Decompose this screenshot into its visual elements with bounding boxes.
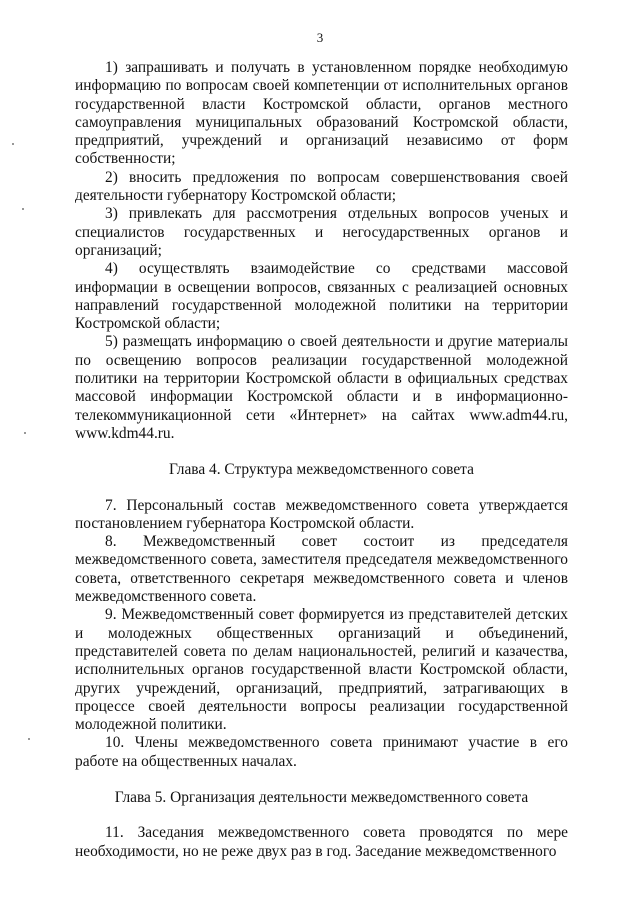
list-item-media-interaction: 4) осуществлять взаимодействие со средствами массовой информации в освещении вопросов, связанных с реализацией основных направлений государственной молодежной политики на территории Костромской области;: [75, 260, 568, 333]
scan-speck: [24, 432, 26, 434]
page-number: 3: [316, 30, 324, 45]
clause-8: 8. Межведомственный совет состоит из председателя межведомственного совета, заместителя председателя межведомственного совета, ответственного секретаря межведомственного совета и членов межведомственного совета.: [75, 533, 568, 606]
chapter-4-heading: Глава 4. Структура межведомственного совета: [169, 461, 474, 479]
clause-11: 11. Заседания межведомственного совета проводятся по мере необходимости, но не реже двух раз в год. Заседание межведомственного: [75, 824, 568, 860]
document-body: [75, 59, 568, 861]
scan-speck: [28, 738, 30, 740]
scan-speck: [22, 208, 24, 210]
clause-9: 9. Межведомственный совет формируется из представителей детских и молодежных общественных организаций и объединений, представителей совета по делам национальностей, религий и казачества, исполнительных органов государственной власти Костромской области, других учреждений, организаций, предприятий, затрагивающих в процессе своей деятельности вопросы реализации государственной молодежной политики.: [75, 606, 568, 734]
clause-10: 10. Члены межведомственного совета принимают участие в его работе на общественных началах.: [75, 734, 568, 770]
list-item-involve-specialists: 3) привлекать для рассмотрения отдельных вопросов ученых и специалистов государственных и негосударственных органов и организаций;: [75, 205, 568, 259]
chapter-5-heading: Глава 5. Организация деятельности межведомственного совета: [114, 788, 529, 806]
scan-speck: [12, 143, 14, 145]
list-item-submit-proposals: 2) вносить предложения по вопросам совершенствования своей деятельности губернатору Костромской области;: [75, 168, 568, 205]
list-item-publish-information: 5) размещать информацию о своей деятельности и другие материалы по освещению вопросов реализации государственной молодежной политики на территории Костромской области в официальных средствах массовой информации Костромской области и в информационно-телекоммуникационной сети «Интернет» на сайтах www.adm44.ru, www.kdm44.ru.: [75, 333, 568, 442]
list-item-request-information: 1) запрашивать и получать в установленном порядке необходимую информацию по вопросам своей компетенции от исполнительных органов государственной власти Костромской области, органов местного самоуправления муниципальных образований Костромской области, предприятий, учреждений и организаций независимо от форм собственности;: [75, 59, 568, 168]
clause-7: 7. Персональный состав межведомственного совета утверждается постановлением губернатора Костромской области.: [75, 496, 568, 532]
